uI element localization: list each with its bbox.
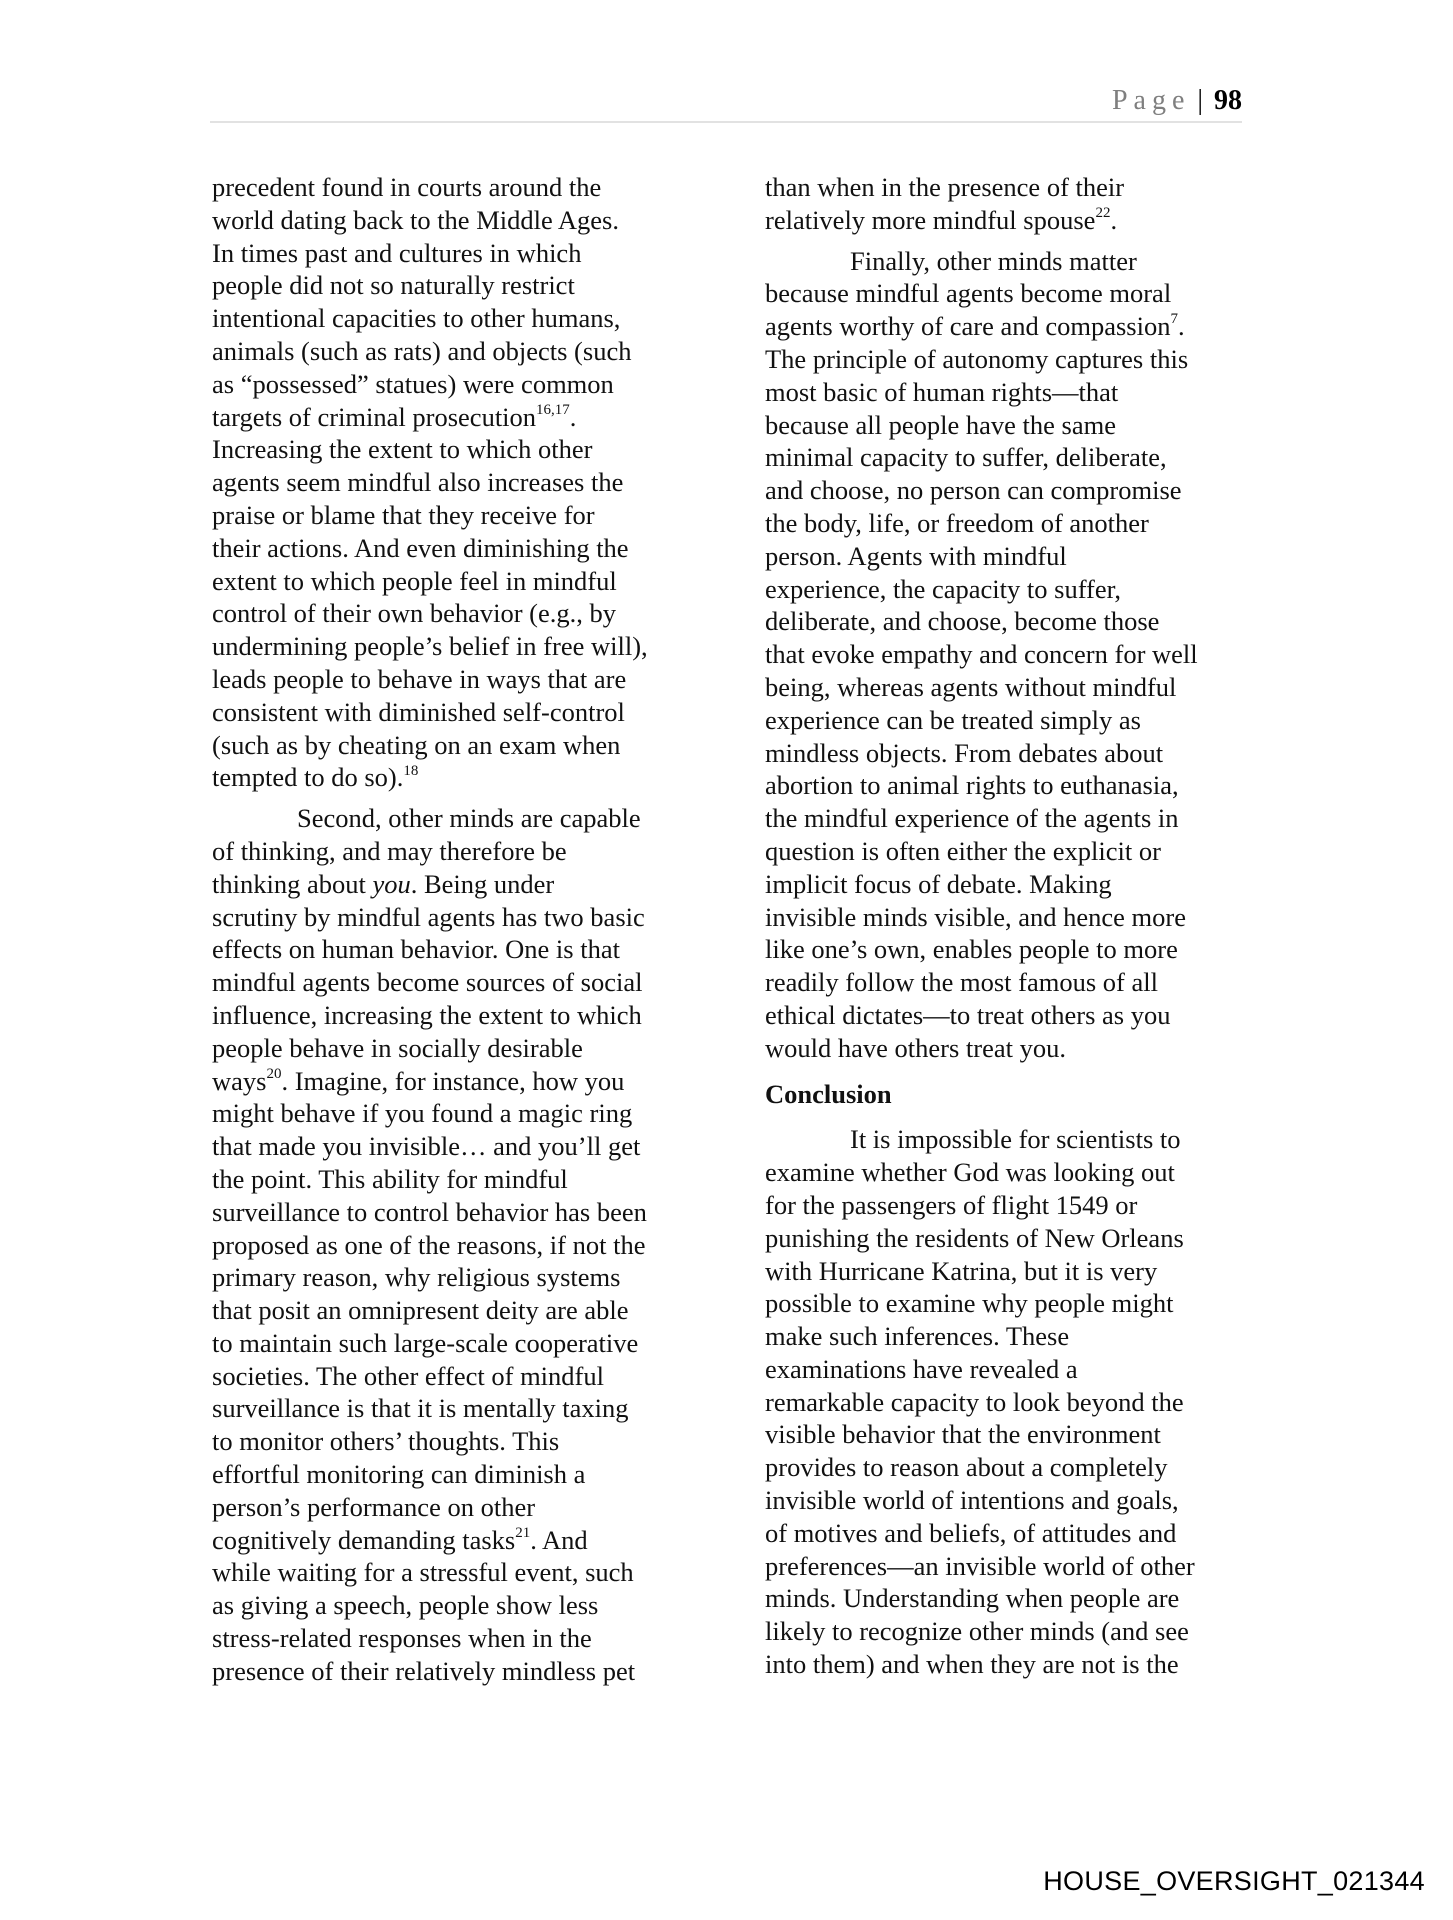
text-line: like one’s own, enables people to more — [765, 934, 1178, 965]
footnote-ref: 7 — [1170, 311, 1178, 328]
text-line: might behave if you found a magic ring — [212, 1098, 633, 1129]
line-text: . — [569, 401, 577, 432]
text-line — [212, 401, 712, 434]
emphasis-text: you — [372, 868, 411, 899]
text-line: ethical dictates—to treat others as you — [765, 999, 1171, 1030]
footnote-ref: 22 — [1095, 204, 1111, 221]
text-line: their actions. And even diminishing the — [212, 532, 629, 563]
footnote-ref: 20 — [266, 1065, 282, 1082]
footnote-ref: 18 — [403, 762, 419, 779]
right-column — [765, 171, 1265, 1681]
text-line: visible behavior that the environment — [765, 1419, 1161, 1450]
text-line: minimal capacity to suffer, deliberate, — [765, 442, 1167, 473]
text-line: Second, other minds are capable — [297, 803, 641, 834]
text-line: experience, the capacity to suffer, — [765, 573, 1122, 604]
text-line — [212, 761, 712, 794]
text-line: provides to reason about a completely — [765, 1452, 1168, 1483]
text-line: minds. Understanding when people are — [765, 1583, 1180, 1614]
text-line: primary reason, why religious systems — [212, 1262, 621, 1293]
text-line: agents seem mindful also increases the — [212, 467, 624, 498]
paragraph — [212, 802, 712, 1688]
text-line: The principle of autonomy captures this — [765, 343, 1189, 374]
text-line: precedent found in courts around the — [212, 172, 602, 202]
text-line: of motives and beliefs, of attitudes and — [765, 1517, 1177, 1548]
text-line: the body, life, or freedom of another — [765, 507, 1149, 538]
text-line: that posit an omnipresent deity are able — [212, 1295, 629, 1326]
text-line: invisible world of intentions and goals, — [765, 1485, 1179, 1516]
paragraph — [765, 171, 1265, 237]
text-line: examinations have revealed a — [765, 1353, 1078, 1384]
text-line: presence of their relatively mindless pet — [212, 1655, 636, 1686]
left-column — [212, 171, 712, 1688]
paragraph — [212, 171, 712, 794]
text-line — [765, 310, 1265, 343]
text-line: to monitor others’ thoughts. This — [212, 1426, 560, 1457]
text-line: leads people to behave in ways that are — [212, 663, 627, 694]
text-line: people behave in socially desirable — [212, 1032, 583, 1063]
line-text: targets of criminal prosecution — [212, 401, 537, 432]
text-line: readily follow the most famous of all — [765, 967, 1158, 998]
line-text: . — [1177, 311, 1185, 342]
text-line: Increasing the extent to which other — [212, 434, 593, 465]
text-line: preferences—an invisible world of other — [765, 1550, 1195, 1581]
text-line: animals (such as rats) and objects (such — [212, 335, 632, 366]
text-line: extent to which people feel in mindful — [212, 565, 617, 596]
line-text: . Imagine, for instance, how you — [281, 1065, 625, 1096]
text-line: into them) and when they are not is the — [765, 1649, 1179, 1680]
text-line: implicit focus of debate. Making — [765, 868, 1112, 899]
page-number: 98 — [1214, 85, 1242, 116]
text-line: for the passengers of flight 1549 or — [765, 1189, 1138, 1220]
text-line: than when in the presence of their — [765, 172, 1125, 202]
text-line: remarkable capacity to look beyond the — [765, 1386, 1184, 1417]
text-line: (such as by cheating on an exam when — [212, 729, 621, 760]
text-line: effects on human behavior. One is that — [212, 934, 620, 965]
line-text: cognitively demanding tasks — [212, 1524, 516, 1555]
text-line: abortion to animal rights to euthanasia, — [765, 770, 1179, 801]
footnote-ref: 21 — [515, 1524, 531, 1541]
paragraph — [765, 245, 1265, 1065]
text-line: proposed as one of the reasons, if not the — [212, 1229, 646, 1260]
text-line: consistent with diminished self-control — [212, 696, 625, 727]
text-line: punishing the residents of New Orleans — [765, 1222, 1184, 1253]
text-line: mindless objects. From debates about — [765, 737, 1164, 768]
text-line: possible to examine why people might — [765, 1288, 1174, 1319]
paragraph-gap — [212, 794, 712, 802]
text-line: would have others treat you. — [765, 1032, 1066, 1063]
text-line: the mindful experience of the agents in — [765, 803, 1179, 834]
line-text: ways — [212, 1065, 267, 1096]
text-line: Finally, other minds matter — [850, 245, 1137, 276]
document-id: HOUSE_OVERSIGHT_021344 — [1043, 1866, 1425, 1896]
text-line — [765, 204, 1265, 237]
text-line: while waiting for a stressful event, such — [212, 1557, 634, 1588]
text-line: world dating back to the Middle Ages. — [212, 204, 619, 235]
text-line: that evoke empathy and concern for well — [765, 639, 1198, 670]
line-text: tempted to do so). — [212, 762, 404, 793]
text-line: the point. This ability for mindful — [212, 1163, 568, 1194]
header-divider — [210, 121, 1242, 123]
text-line: examine whether God was looking out — [765, 1157, 1175, 1188]
text-line: experience can be treated simply as — [765, 704, 1141, 735]
text-line: surveillance to control behavior has been — [212, 1196, 647, 1227]
text-line: being, whereas agents without mindful — [765, 671, 1177, 702]
heading-gap — [765, 1065, 1265, 1078]
page-header — [210, 84, 1242, 122]
text-line: effortful monitoring can diminish a — [212, 1459, 586, 1490]
text-line — [212, 1524, 712, 1557]
text-line: surveillance is that it is mentally taxing — [212, 1393, 629, 1424]
text-line: intentional capacities to other humans, — [212, 303, 621, 334]
text-line: as “possessed” statues) were common — [212, 368, 614, 399]
heading-gap — [765, 1110, 1265, 1123]
text-line — [212, 868, 712, 901]
text-line: stress-related responses when in the — [212, 1623, 592, 1654]
text-line: make such inferences. These — [765, 1321, 1070, 1352]
text-line: deliberate, and choose, become those — [765, 606, 1160, 637]
text-line: people did not so naturally restrict — [212, 270, 575, 301]
text-line: influence, increasing the extent to which — [212, 999, 642, 1030]
text-line: because all people have the same — [765, 409, 1116, 440]
line-text: . — [1110, 204, 1118, 235]
footnote-ref: 16,17 — [536, 401, 570, 418]
page-word: Page — [1111, 85, 1191, 116]
text-line: likely to recognize other minds (and see — [765, 1616, 1189, 1647]
line-text: thinking about — [212, 868, 373, 899]
text-line: that made you invisible… and you’ll get — [212, 1131, 641, 1162]
line-text: . Being under — [410, 868, 555, 899]
text-line: undermining people’s belief in free will), — [212, 631, 648, 662]
text-line: because mindful agents become moral — [765, 278, 1172, 309]
text-line: as giving a speech, people show less — [212, 1590, 599, 1621]
line-text: relatively more mindful spouse — [765, 204, 1096, 235]
text-line: most basic of human rights—that — [765, 376, 1119, 407]
text-line: invisible minds visible, and hence more — [765, 901, 1186, 932]
page-separator: | — [1197, 85, 1203, 116]
text-line: and choose, no person can compromise — [765, 475, 1182, 506]
text-line: societies. The other effect of mindful — [212, 1360, 604, 1391]
text-line: with Hurricane Katrina, but it is very — [765, 1255, 1158, 1286]
page-label — [1112, 84, 1242, 118]
line-text: agents worthy of care and compassion — [765, 311, 1171, 342]
section-heading: Conclusion — [765, 1078, 892, 1109]
text-line: It is impossible for scientists to — [850, 1124, 1181, 1155]
text-line: praise or blame that they receive for — [212, 499, 595, 530]
text-line — [212, 1065, 712, 1098]
text-line: question is often either the explicit or — [765, 835, 1161, 866]
line-text: . And — [530, 1524, 588, 1555]
text-line: control of their own behavior (e.g., by — [212, 598, 617, 629]
text-line: person. Agents with mindful — [765, 540, 1067, 571]
text-line: In times past and cultures in which — [212, 237, 582, 268]
paragraph — [765, 1123, 1265, 1681]
text-line: mindful agents become sources of social — [212, 967, 643, 998]
paragraph-gap — [765, 237, 1265, 245]
text-line: person’s performance on other — [212, 1491, 536, 1522]
text-line: scrutiny by mindful agents has two basic — [212, 901, 645, 932]
text-line: of thinking, and may therefore be — [212, 835, 567, 866]
text-line: to maintain such large-scale cooperative — [212, 1327, 639, 1358]
